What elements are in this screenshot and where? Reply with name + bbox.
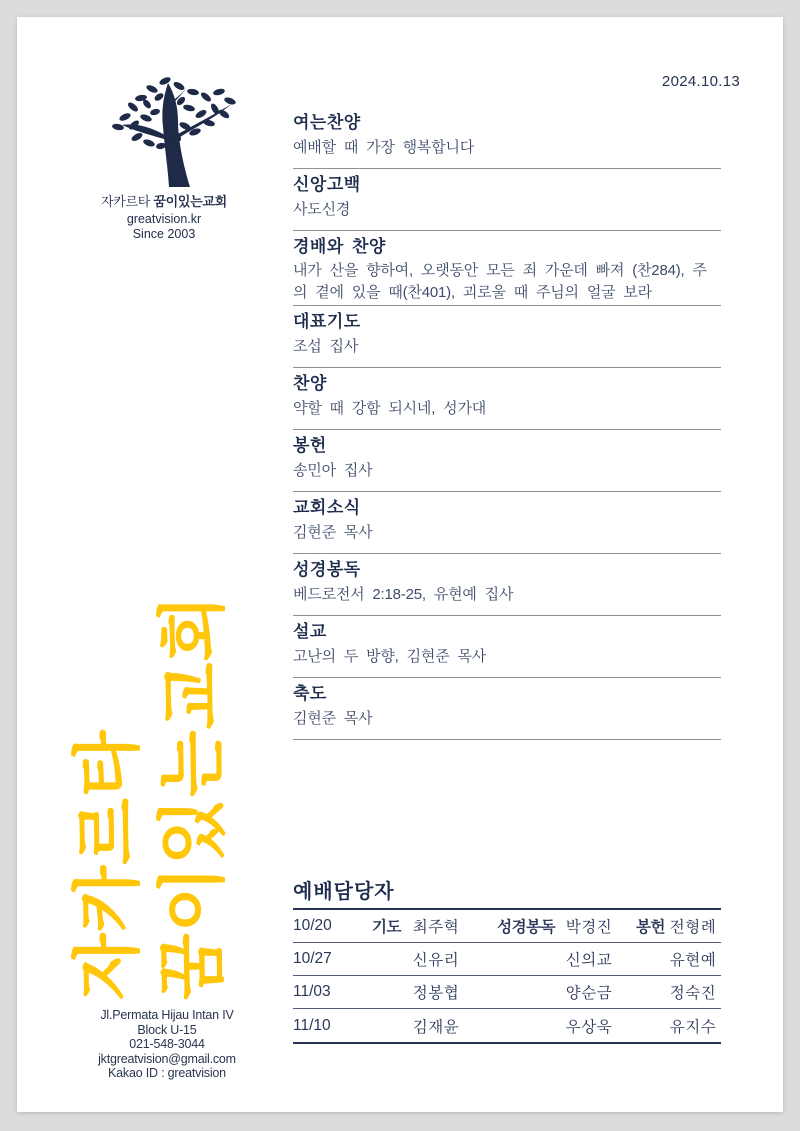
program-section-opening-praise — [293, 107, 721, 169]
section-title: 찬양 — [293, 374, 327, 393]
tree-logo-icon — [89, 75, 239, 187]
section-detail: 내가 산을 향하여, 오랫동안 모든 죄 가운데 빠져 (찬284), 주의 곁에 있을 때(찬401), 괴로울 때 주님의 얼굴 보라 — [293, 262, 707, 301]
cell-offering-name: 유현예 — [669, 952, 717, 969]
cell-scripture-name: 신의교 — [565, 952, 613, 969]
cell-date: 11/10 — [293, 1016, 331, 1034]
role-label-scripture: 성경봉독 — [497, 919, 555, 936]
section-title: 봉헌 — [293, 436, 327, 455]
section-title: 대표기도 — [293, 312, 361, 331]
cell-date: 10/20 — [293, 917, 332, 934]
cell-offering-name: 정숙진 — [669, 985, 717, 1002]
role-label-offering: 봉헌 — [636, 919, 665, 936]
program-section-sermon — [293, 616, 721, 678]
program-section-church-news — [293, 492, 721, 554]
cell-scripture-name: 박경진 — [565, 919, 613, 936]
section-title: 성경봉독 — [293, 560, 361, 579]
program-section-scripture-reading — [293, 554, 721, 616]
cell-offering-name: 전형례 — [669, 919, 717, 936]
section-title: 신앙고백 — [293, 175, 361, 194]
section-detail: 예배할 때 가장 행복합니다 — [293, 139, 475, 156]
section-detail: 약할 때 강함 되시네, 성가대 — [293, 400, 487, 417]
cell-date: 10/27 — [293, 950, 332, 967]
section-detail: 김현준 목사 — [293, 524, 373, 541]
section-detail: 조섭 집사 — [293, 338, 359, 355]
cell-prayer-name: 김재윤 — [412, 1018, 460, 1036]
program-section-offering — [293, 430, 721, 492]
section-detail: 고난의 두 방향, 김현준 목사 — [293, 648, 487, 665]
worship-program-list — [293, 107, 721, 740]
assignments-title: 예배담당자 — [293, 881, 395, 903]
vertical-church-name — [65, 575, 235, 1000]
table-row — [293, 943, 721, 976]
logo-church-name-regular: 자카르타 — [101, 194, 154, 209]
program-section-benediction — [293, 678, 721, 740]
church-logo — [79, 75, 249, 241]
vertical-church-name-line1: 자카르타 — [69, 729, 146, 1000]
section-detail: 사도신경 — [293, 201, 351, 218]
cell-scripture-name: 양순금 — [565, 985, 613, 1002]
cell-offering-name: 유지수 — [669, 1018, 717, 1036]
section-detail: 베드로전서 2:18-25, 유현예 집사 — [293, 586, 514, 603]
assignments-table — [293, 908, 721, 1044]
logo-church-name-bold: 꿈이있는교회 — [153, 194, 227, 209]
section-detail: 송민아 집사 — [293, 462, 373, 479]
section-title: 축도 — [293, 684, 327, 703]
program-section-praise — [293, 368, 721, 430]
logo-church-name — [79, 191, 249, 210]
section-title: 설교 — [293, 622, 327, 641]
logo-website: greatvision.kr — [126, 212, 202, 226]
section-title: 교회소식 — [293, 498, 361, 517]
table-row — [293, 1009, 721, 1042]
contact-info — [45, 1008, 289, 1081]
table-row — [293, 910, 721, 943]
section-detail: 김현준 목사 — [293, 710, 373, 727]
logo-since: Since 2003 — [132, 227, 196, 241]
contact-phone: 021-548-3044 — [129, 1037, 205, 1051]
bulletin-date: 2024.10.13 — [661, 73, 740, 90]
section-title: 여는찬양 — [293, 113, 361, 132]
vertical-church-name-line2: 꿈이있는교회 — [154, 594, 231, 1000]
bulletin-page — [17, 17, 783, 1112]
contact-address-line2: Block U-15 — [137, 1022, 197, 1037]
program-section-representative-prayer — [293, 306, 721, 368]
cell-scripture-name: 우상욱 — [565, 1018, 613, 1036]
cell-date: 11/03 — [293, 983, 331, 1000]
contact-email: jktgreatvision@gmail.com — [98, 1051, 236, 1066]
cell-prayer-name: 정봉협 — [412, 985, 460, 1002]
cell-prayer-name: 신유리 — [412, 952, 460, 969]
contact-kakao-id: Kakao ID : greatvision — [108, 1066, 226, 1080]
role-label-prayer: 기도 — [372, 919, 401, 936]
section-title: 경배와 찬양 — [293, 237, 386, 256]
table-row — [293, 976, 721, 1009]
cell-prayer-name: 최주혁 — [412, 919, 460, 936]
contact-address-line1: Jl.Permata Hijau Intan IV — [100, 1008, 234, 1022]
program-section-worship-praise — [293, 231, 721, 306]
program-section-confession — [293, 169, 721, 231]
